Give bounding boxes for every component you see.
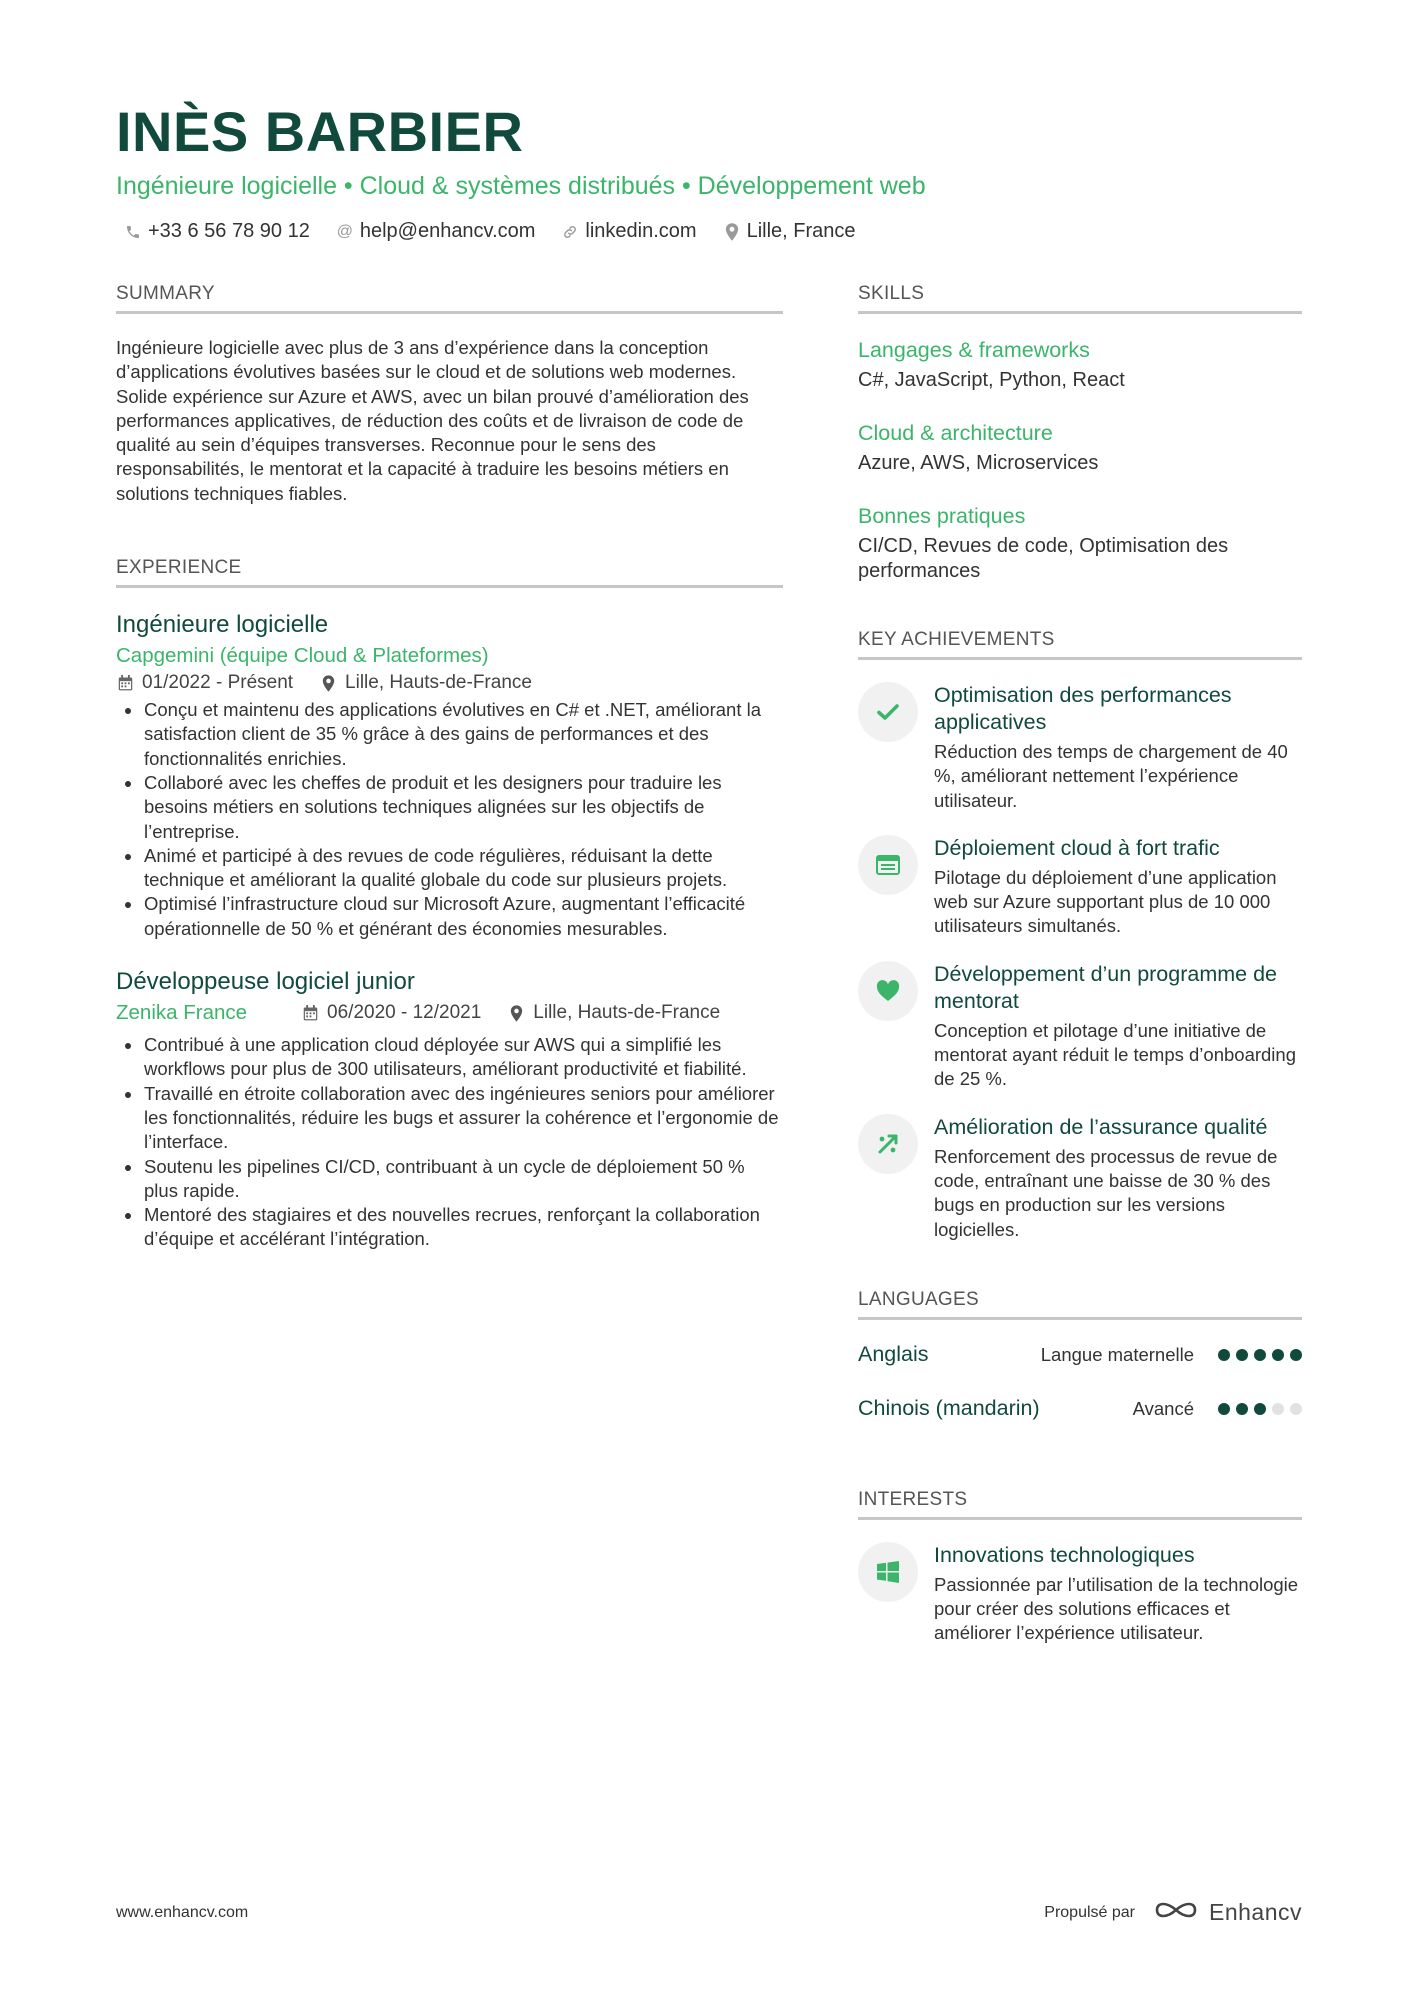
skill-group-items: Azure, AWS, Microservices [858,452,1099,474]
skill-group [858,502,1302,584]
contact-location [723,220,856,243]
summary-text: Ingénieure logicielle avec plus de 3 ans d’expérience dans la conception d’applications évolutives basées sur le cloud et de solutions web modernes. Solide expérience sur Azure et AWS, avec un bilan prouvé d’amélioration des performances applicatives, de réduction des coûts et de livraison de code de qualité au sein d’équipes transverses. Reconnue pour le sens des responsabilités, le mentorat et la capacité à traduire les besoins métiers en solutions techniques fiables. [116,337,749,504]
job-bullet: Optimisé l’infrastructure cloud sur Microsoft Azure, augmentant l’efficacité opérationnelle de 50 % et générant des économies mesurables. [116,892,783,941]
job-dates [301,1002,481,1024]
job-dates-text: 01/2022 - Présent [142,672,294,694]
contact-bar [116,220,1306,243]
job-location-text: Lille, Hauts-de-France [345,672,532,694]
page-footer [116,1898,1302,1927]
windows-logo-icon [858,1542,918,1602]
interests-heading: INTERESTS [858,1488,1302,1520]
brand-name: Enhancv [1208,1899,1302,1925]
calendar-icon [116,674,134,692]
achievement-title: Développement d’un programme de mentorat [934,961,1278,1013]
at-sign-icon: @ [336,222,353,240]
job-company-row [116,1001,783,1025]
location-pin-icon [723,223,741,241]
achievements-heading: KEY ACHIEVEMENTS [858,628,1302,660]
powered-by-text: Propulsé par [1044,1903,1135,1921]
resume-header [116,100,1306,243]
interests-section [858,1488,1302,1646]
job-bullet: Animé et participé à des revues de code régulières, réduisant la dette technique et améliorant la qualité globale du code sur plusieurs projets. [116,844,783,893]
rating-dot-filled [1290,1349,1302,1361]
language-level: Avancé [1132,1397,1194,1419]
enhancv-logo-icon [1153,1898,1199,1927]
job-bullets [116,1033,783,1252]
location-pin-icon [319,674,337,692]
achievement-body [934,835,1302,939]
phone-text: +33 6 56 78 90 12 [148,220,310,242]
job-dates [116,672,293,694]
candidate-headline: Ingénieure logicielle • Cloud & systèmes distribués • Développement web [116,172,926,200]
interest-item [858,1542,1302,1646]
job-bullet: Travaillé en étroite collaboration avec des ingénieures seniors pour améliorer les fonctionnalités, réduire les bugs et assurer la cohérence et l’ergonomie de l’interface. [116,1082,783,1155]
achievement-body [934,961,1302,1092]
language-rating [1212,1403,1302,1415]
job-meta [116,672,783,694]
summary-section [116,282,783,506]
left-column [116,282,783,1252]
job-dates-text: 06/2020 - 12/2021 [327,1002,482,1024]
job-role: Développeuse logiciel junior [116,968,415,996]
rating-dot-filled [1236,1349,1248,1361]
skill-group-title: Langages & frameworks [858,338,1090,362]
right-column [858,282,1302,1668]
calendar-icon [301,1004,319,1022]
phone-icon [124,223,142,241]
summary-heading: SUMMARY [116,282,783,314]
job-company: Zenika France [116,1001,248,1025]
job-bullet: Mentoré des stagiaires et des nouvelles recrues, renforçant la collaboration d’équipe et accélérant l’intégration. [116,1203,783,1252]
job-location [507,1002,720,1024]
achievement-desc: Pilotage du déploiement d’une application web sur Azure supportant plus de 10 000 utilisateurs simultanés. [934,866,1277,937]
language-rating [1212,1349,1302,1361]
job-location [319,672,532,694]
interest-body [934,1542,1302,1646]
job-bullet: Collaboré avec les cheffes de produit et les designers pour traduire les besoins métiers en solutions techniques alignées sur les objectifs de l’entreprise. [116,771,783,844]
achievement-title: Amélioration de l’assurance qualité [934,1114,1268,1139]
language-level: Langue maternelle [1040,1343,1194,1365]
job-location-text: Lille, Hauts-de-France [533,1002,721,1024]
job-company-row [116,644,783,668]
linkedin-text[interactable]: linkedin.com [585,220,697,242]
skill-group-title: Bonnes pratiques [858,504,1026,528]
experience-heading: EXPERIENCE [116,556,783,588]
achievement-title: Déploiement cloud à fort trafic [934,835,1220,860]
rating-dot-filled [1218,1403,1230,1415]
language-item [858,1328,1302,1382]
achievement-desc: Renforcement des processus de revue de code, entraînant une baisse de 30 % des bugs en production sur les versions logicielles. [934,1145,1278,1240]
skill-group-title: Cloud & architecture [858,421,1053,445]
job-entry [116,967,783,1252]
language-item [858,1382,1302,1436]
contact-email[interactable] [336,220,536,243]
rating-dot-filled [1272,1349,1284,1361]
achievement-body [934,1114,1302,1242]
heart-icon [858,961,918,1021]
interest-desc: Passionnée par l’utilisation de la technologie pour créer des solutions efficaces et améliorer l’expérience utilisateur. [934,1573,1299,1644]
languages-section [858,1288,1302,1436]
skills-heading: SKILLS [858,282,1302,314]
achievement-desc: Réduction des temps de chargement de 40 %, améliorant nettement l’expérience utilisateur. [934,741,1288,811]
achievement-title: Optimisation des performances applicatives [934,683,1232,734]
skills-section [858,282,1302,584]
language-level-group [1041,1344,1302,1366]
achievement-item [858,1114,1302,1242]
language-name: Chinois (mandarin) [858,1396,1040,1421]
email-text[interactable]: help@enhancv.com [359,220,536,242]
skill-group-items: C#, JavaScript, Python, React [858,369,1125,391]
footer-website[interactable]: www.enhancv.com [116,1903,249,1921]
contact-linkedin[interactable] [561,220,696,243]
language-name: Anglais [858,1342,929,1367]
job-role: Ingénieure logicielle [116,611,329,639]
job-company: Capgemini (équipe Cloud & Plateformes) [116,644,489,668]
skill-group [858,419,1302,476]
achievement-desc: Conception et pilotage d’une initiative de mentorat ayant réduit le temps d’onboarding de 25 %. [934,1019,1296,1090]
job-bullet: Soutenu les pipelines CI/CD, contribuant à un cycle de déploiement 50 % plus rapide. [116,1155,783,1204]
link-icon [561,223,579,241]
achievement-item [858,682,1302,813]
rating-dot-filled [1254,1349,1266,1361]
candidate-name: INÈS BARBIER [116,100,524,163]
job-bullet: Contribué à une application cloud déployée sur AWS qui a simplifié les workflows pour plus de 300 utilisateurs, améliorant productivité et fiabilité. [116,1033,783,1082]
rating-dot-empty [1272,1403,1284,1415]
languages-heading: LANGUAGES [858,1288,1302,1320]
bug-fix-icon [858,1114,918,1174]
location-text: Lille, France [746,220,856,242]
location-pin-icon [507,1004,525,1022]
contact-phone [124,220,310,243]
rating-dot-empty [1290,1403,1302,1415]
rating-dot-filled [1236,1403,1248,1415]
rating-dot-filled [1254,1403,1266,1415]
skill-group-items: CI/CD, Revues de code, Optimisation des performances [858,535,1229,582]
checkmark-icon [858,682,918,742]
language-level-group [1133,1398,1302,1420]
experience-section [116,556,783,1252]
achievement-item [858,961,1302,1092]
job-entry [116,610,783,941]
browser-window-icon [858,835,918,895]
achievements-section [858,628,1302,1242]
interest-title: Innovations technologiques [934,1542,1195,1567]
skill-group [858,336,1302,393]
job-bullets [116,698,783,941]
footer-branding [1044,1898,1302,1927]
achievement-item [858,835,1302,939]
rating-dot-filled [1218,1349,1230,1361]
job-meta [301,1002,720,1024]
achievement-body [934,682,1302,813]
job-bullet: Conçu et maintenu des applications évolutives en C# et .NET, améliorant la satisfaction client de 35 % grâce à des gains de performances et des fonctionnalités enrichies. [116,698,783,771]
